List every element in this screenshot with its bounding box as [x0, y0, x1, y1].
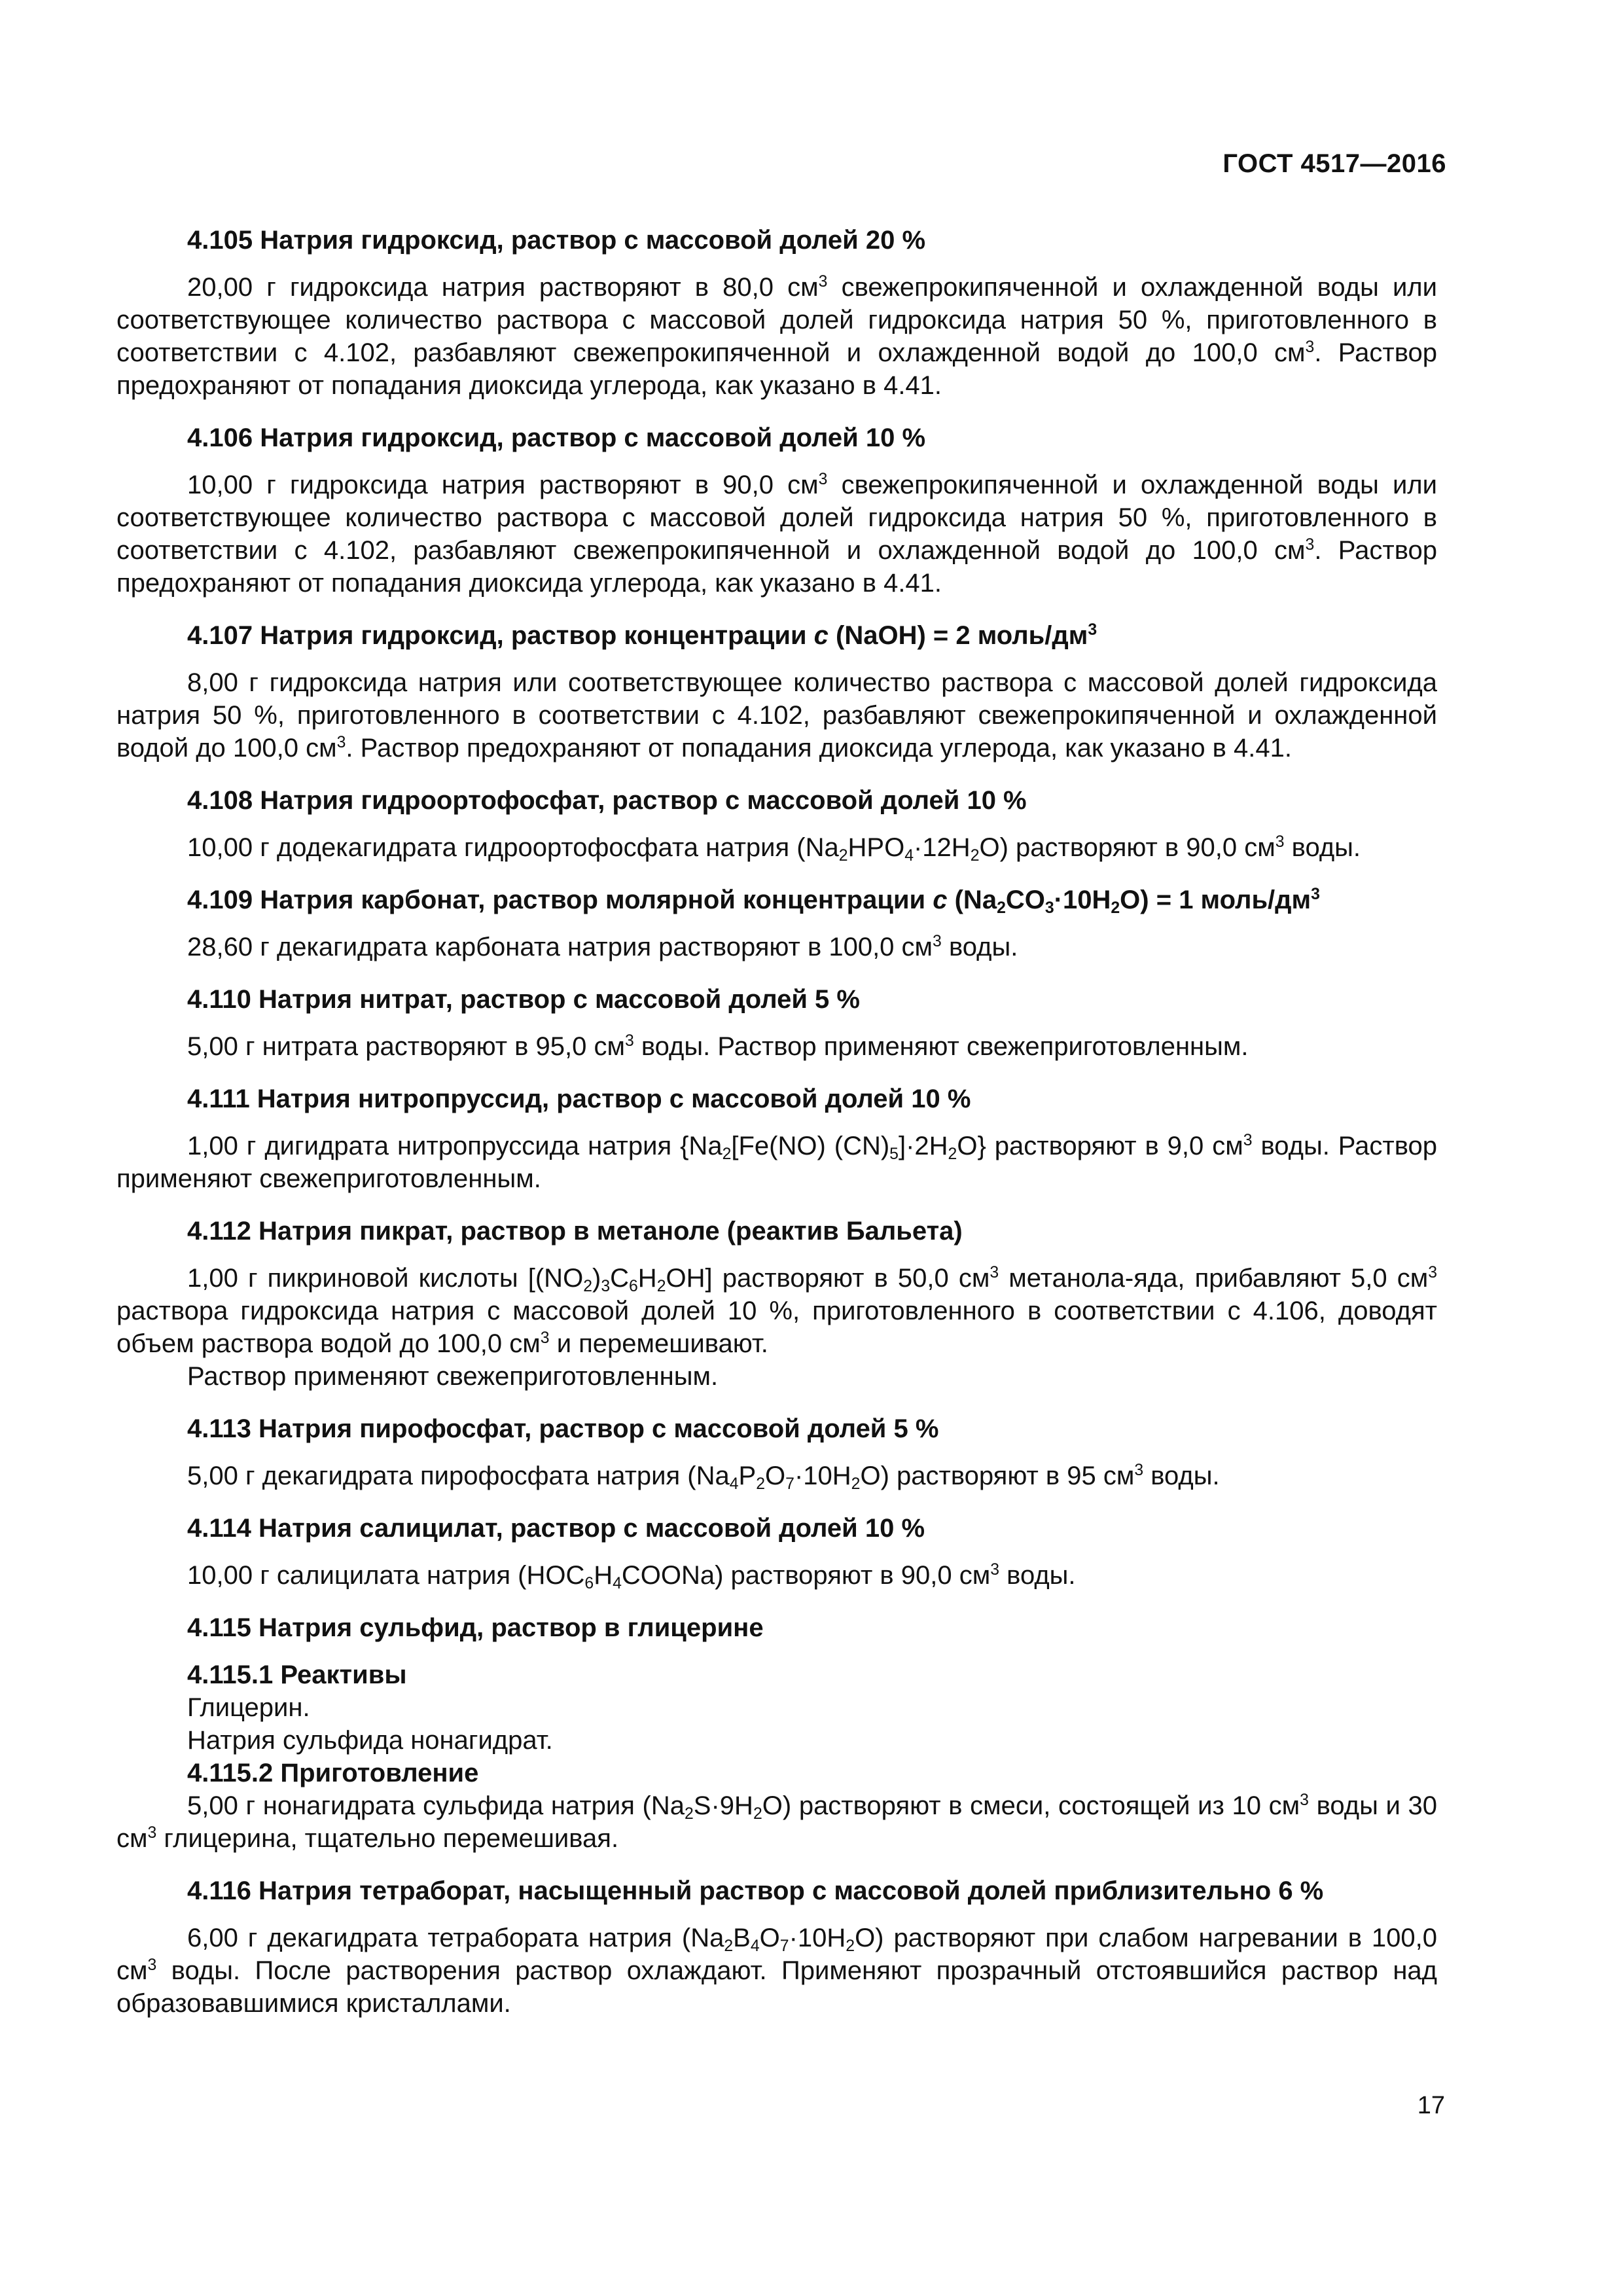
- section-text: 5,00 г нитрата растворяют в 95,0 $см^3$ воды. Раствор применяют свежеприготовленным.: [187, 1032, 1249, 1061]
- section-4-114: [116, 1512, 1437, 1592]
- section-text: 1,00 г пикриновой кислоты $[(NO_2)_3C_6H_2OH]$ растворяют в 50,0 $см^3$ метанола-яда, прибавляют 5,0 $см^3$ раствора гидроксида натрия с массовой долей 10 %, приготовленного в соответствии с 4.106, доводят объем раствора водой до 100,0 $см^3$ и перемешивают.: [116, 1264, 1438, 1358]
- section-4-105: [116, 224, 1437, 402]
- section-text: 28,60 г декагидрата карбоната натрия растворяют в 100,0 $см^3$ воды.: [187, 933, 1018, 961]
- section-text: 1,00 г дигидрата нитропруссида натрия {$Na_2[Fe(NO)$ $(CN)_5]\cdot 2H_2O$} растворяют в 9,0 $см^3$ воды. Раствор применяют свежеприготовленным.: [116, 1132, 1437, 1193]
- section-text: 10,00 г додекагидрата гидроортофосфата натрия $(Na_2HPO_4\cdot 12H_2O)$ растворяют в 90,0 $см^3$ воды.: [187, 833, 1361, 865]
- section-4-112: [116, 1215, 1437, 1393]
- section-title: 4.108 Натрия гидроортофосфат, раствор с массовой долей 10 %: [187, 786, 1027, 815]
- section-title: 4.110 Натрия нитрат, раствор с массовой долей 5 %: [187, 985, 860, 1014]
- section-title: 4.107 Натрия гидроксид, раствор концентрации c (NaOH) = 2 моль/$дм^3$: [187, 621, 1097, 650]
- section-title: 4.113 Натрия пирофосфат, раствор с массовой долей 5 %: [187, 1414, 939, 1443]
- section-title: 4.114 Натрия салицилат, раствор с массовой долей 10 %: [187, 1514, 925, 1543]
- section-title: 4.111 Натрия нитропруссид, раствор с массовой долей 10 %: [187, 1085, 971, 1113]
- section-title: 4.105 Натрия гидроксид, раствор с массовой долей 20 %: [187, 226, 926, 255]
- section-title: 4.112 Натрия пикрат, раствор в метаноле (реактив Бальета): [187, 1217, 963, 1246]
- subsection-title: 4.115.2 Приготовление: [187, 1759, 479, 1787]
- section-text: 5,00 г нонагидрата сульфида натрия $(Na_2S\cdot 9H_2O)$ растворяют в смеси, состоящей из 10 $см^3$ воды и 30 $см^3$ глицерина, тщательно перемешивая.: [116, 1791, 1438, 1853]
- section-text: 5,00 г декагидрата пирофосфата натрия $(Na_4P_2O_7\cdot 10H_2O)$ растворяют в 95 $см^3$ воды.: [187, 1462, 1220, 1494]
- document-header: ГОСТ 4517—2016: [1222, 149, 1446, 178]
- section-text: 6,00 г декагидрата тетрабората натрия $(Na_2B_4O_7\cdot 10H_2O)$ растворяют при слабом нагревании в 100,0 $см^3$ воды. После растворения раствор охлаждают. Применяют прозрачный отстоявшийся раствор над образовавшимися кристаллами.: [116, 1924, 1438, 2018]
- section-4-106: [116, 422, 1437, 600]
- page-number: 17: [1417, 2092, 1445, 2119]
- section-4-116: [116, 1874, 1437, 2020]
- section-4-109: [116, 884, 1437, 963]
- section-text: 10,00 г салицилата натрия $(HOC_6H_4COONa)$ растворяют в 90,0 $см^3$ воды.: [187, 1561, 1076, 1593]
- section-text: 8,00 г гидроксида натрия или соответствующее количество раствора с массовой долей гидроксида натрия 50 %, приготовленного в соответствии с 4.102, разбавляют свежепрокипяченной и охлажденной водой до 100,0 $см^3$. Раствор предохраняют от попадания диоксида углерода, как указано в 4.41.: [116, 668, 1437, 762]
- section-text: 20,00 г гидроксида натрия растворяют в 80,0 $см^3$ свежепрокипяченной и охлажденной воды или соответствующее количество раствора с массовой долей гидроксида натрия 50 %, приготовленного в соответствии с 4.102, разбавляют свежепрокипяченной и охлажденной водой до 100,0 $см^3$. Раствор предохраняют от попадания диоксида углерода, как указано в 4.41.: [116, 273, 1437, 400]
- section-title: 4.109 Натрия карбонат, раствор молярной концентрации c $(Na_2CO_3\cdot 10H_2O) = 1$ моль/$дм^3$: [187, 886, 1320, 918]
- section-title: 4.115 Натрия сульфид, раствор в глицерине: [187, 1613, 764, 1642]
- section-4-111: [116, 1083, 1437, 1195]
- reagent-item: Натрия сульфида нонагидрат.: [187, 1726, 553, 1755]
- section-title: 4.116 Натрия тетраборат, насыщенный раствор с массовой долей приблизительно 6 %: [187, 1876, 1324, 1905]
- reagent-item: Глицерин.: [187, 1693, 310, 1722]
- section-text: 10,00 г гидроксида натрия растворяют в 90,0 $см^3$ свежепрокипяченной и охлажденной воды или соответствующее количество раствора с массовой долей гидроксида натрия 50 %, приготовленного в соответствии с 4.102, разбавляют свежепрокипяченной и охлажденной водой до 100,0 $см^3$. Раствор предохраняют от попадания диоксида углерода, как указано в 4.41.: [116, 471, 1437, 598]
- section-4-108: [116, 784, 1437, 864]
- section-4-107: [116, 619, 1437, 764]
- section-4-115: [116, 1611, 1437, 1855]
- section-4-113: [116, 1412, 1437, 1492]
- document-body: [116, 224, 1437, 2039]
- section-4-110: [116, 983, 1437, 1063]
- subsection-title: 4.115.1 Реактивы: [187, 1660, 407, 1689]
- section-note: Раствор применяют свежеприготовленным.: [187, 1362, 719, 1391]
- section-title: 4.106 Натрия гидроксид, раствор с массовой долей 10 %: [187, 423, 926, 452]
